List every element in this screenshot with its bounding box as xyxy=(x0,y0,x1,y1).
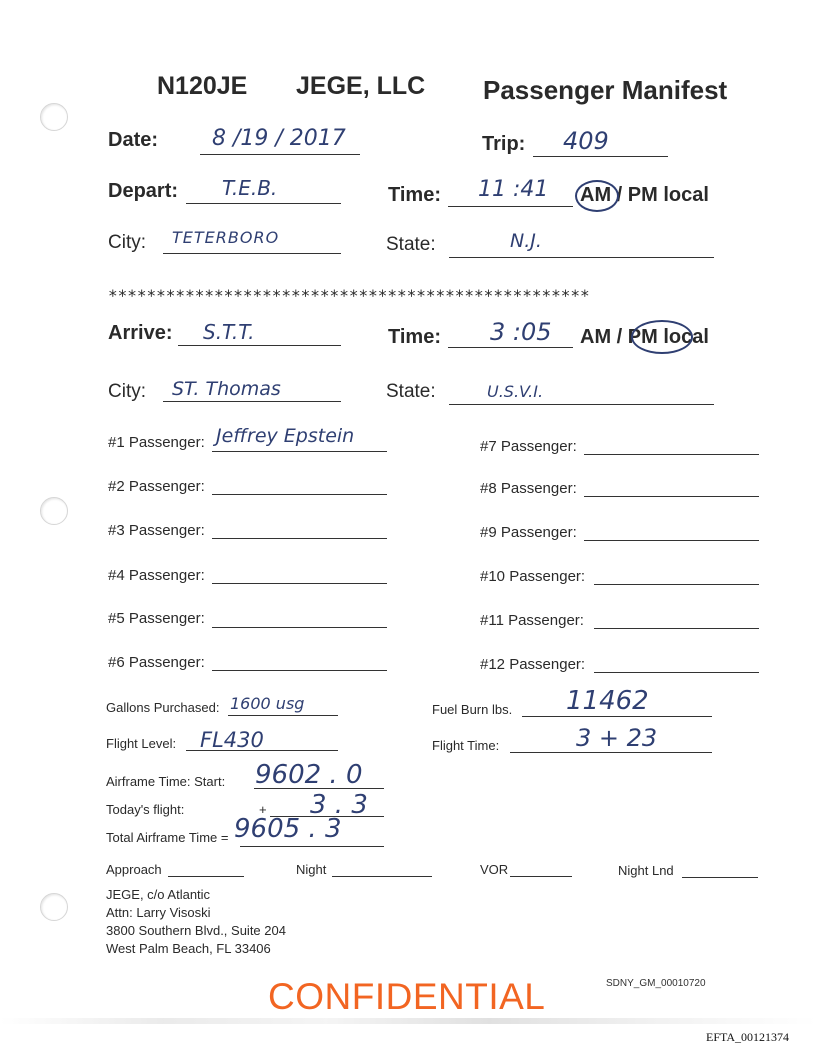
depart-state-line xyxy=(449,257,714,258)
trip-label: Trip: xyxy=(482,133,526,155)
total-airframe-label: Total Airframe Time = xyxy=(106,830,229,845)
vor-line xyxy=(510,876,572,877)
passenger-7-line xyxy=(584,454,759,455)
tail-number: N120JE xyxy=(157,72,248,100)
passenger-3-label: #3 Passenger: xyxy=(108,522,205,539)
passenger-2-label: #2 Passenger: xyxy=(108,478,205,495)
date-line xyxy=(200,154,360,155)
depart-time-label: Time: xyxy=(388,184,441,206)
binder-hole-top xyxy=(40,103,68,131)
depart-city-value: TETERBORO xyxy=(172,228,280,247)
date-label: Date: xyxy=(108,129,159,151)
depart-city-label: City: xyxy=(108,232,146,253)
passenger-8-line xyxy=(584,496,759,497)
vor-label: VOR xyxy=(480,862,509,877)
passenger-11-line xyxy=(594,628,759,629)
arrive-time-suffix: AM / PM local xyxy=(580,326,709,348)
fuel-burn-value: 11462 xyxy=(566,686,649,716)
scan-edge-band xyxy=(0,1018,816,1024)
arrive-state-value: U.S.V.I. xyxy=(487,382,544,401)
depart-label: Depart: xyxy=(108,180,179,202)
passenger-5-line xyxy=(212,627,387,628)
depart-line xyxy=(186,203,341,204)
night-lnd-label: Night Lnd xyxy=(618,863,674,878)
approach-label: Approach xyxy=(106,862,162,877)
flight-level-value: FL430 xyxy=(200,728,264,752)
passenger-1-value: Jeffrey Epstein xyxy=(216,425,355,447)
night-label: Night xyxy=(296,862,327,877)
arrive-state-line xyxy=(449,404,714,405)
depart-time-value: 11 :41 xyxy=(478,177,549,202)
flight-time-value: 3 + 23 xyxy=(576,724,658,752)
gallons-line xyxy=(228,715,338,716)
binder-hole-middle xyxy=(40,497,68,525)
depart-city-line xyxy=(163,253,341,254)
confidential-stamp: CONFIDENTIAL xyxy=(268,976,546,1017)
arrive-city-line xyxy=(163,401,341,402)
company-name: JEGE, LLC xyxy=(296,72,426,100)
am-circle-mark xyxy=(575,180,619,212)
passenger-1-line xyxy=(212,451,387,452)
address-line-4: West Palm Beach, FL 33406 xyxy=(106,941,271,956)
depart-value: T.E.B. xyxy=(222,176,278,200)
pm-circle-mark xyxy=(631,320,693,354)
passenger-9-label: #9 Passenger: xyxy=(480,524,577,541)
gallons-label: Gallons Purchased: xyxy=(106,700,220,715)
passenger-4-label: #4 Passenger: xyxy=(108,567,205,584)
airframe-start-value: 9602 . 0 xyxy=(255,760,363,790)
flight-level-label: Flight Level: xyxy=(106,736,177,751)
night-line xyxy=(332,876,432,877)
depart-state-value: N.J. xyxy=(510,230,542,252)
night-lnd-line xyxy=(682,877,758,878)
arrive-time-label: Time: xyxy=(388,326,441,348)
airframe-start-label: Airframe Time: Start: xyxy=(106,774,226,789)
passenger-6-line xyxy=(212,670,387,671)
total-airframe-line xyxy=(240,846,384,847)
arrive-value: S.T.T. xyxy=(203,320,255,344)
passenger-9-line xyxy=(584,540,759,541)
passenger-4-line xyxy=(212,583,387,584)
passenger-12-label: #12 Passenger: xyxy=(480,656,586,673)
todays-flight-plus: + xyxy=(259,802,267,817)
page-title: Passenger Manifest xyxy=(483,75,728,105)
arrive-label: Arrive: xyxy=(108,322,173,344)
arrive-state-label: State: xyxy=(386,381,436,402)
gallons-value: 1600 usg xyxy=(230,694,305,713)
address-line-1: JEGE, c/o Atlantic xyxy=(106,887,211,902)
bates-number: EFTA_00121374 xyxy=(706,1030,790,1044)
arrive-time-value: 3 :05 xyxy=(490,318,552,346)
passenger-10-label: #10 Passenger: xyxy=(480,568,586,585)
trip-line xyxy=(533,156,668,157)
depart-time-line xyxy=(448,206,573,207)
todays-flight-value: 3 . 3 xyxy=(310,790,368,820)
approach-line xyxy=(168,876,244,877)
passenger-11-label: #11 Passenger: xyxy=(480,612,584,629)
total-airframe-value: 9605 . 3 xyxy=(234,814,342,844)
fuel-burn-line xyxy=(522,716,712,717)
passenger-1-label: #1 Passenger: xyxy=(108,434,205,451)
passenger-7-label: #7 Passenger: xyxy=(480,438,577,455)
fuel-burn-label: Fuel Burn lbs. xyxy=(432,702,513,717)
passenger-12-line xyxy=(594,672,759,673)
document-reference: SDNY_GM_00010720 xyxy=(606,978,706,989)
passenger-5-label: #5 Passenger: xyxy=(108,610,205,627)
depart-state-label: State: xyxy=(386,234,436,255)
trip-value: 409 xyxy=(563,127,609,155)
binder-hole-bottom xyxy=(40,893,68,921)
passenger-10-line xyxy=(594,584,759,585)
date-value: 8 /19 / 2017 xyxy=(212,126,346,151)
address-line-2: Attn: Larry Visoski xyxy=(106,905,211,920)
flight-time-label: Flight Time: xyxy=(432,738,500,753)
address-line-3: 3800 Southern Blvd., Suite 204 xyxy=(106,923,286,938)
passenger-2-line xyxy=(212,494,387,495)
arrive-line xyxy=(178,345,341,346)
flight-time-line xyxy=(510,752,712,753)
section-separator: ************************************************** xyxy=(108,286,590,305)
arrive-time-line xyxy=(448,347,573,348)
passenger-6-label: #6 Passenger: xyxy=(108,654,205,671)
passenger-3-line xyxy=(212,538,387,539)
arrive-city-value: ST. Thomas xyxy=(172,378,281,400)
passenger-8-label: #8 Passenger: xyxy=(480,480,577,497)
depart-time-suffix: AM / PM local xyxy=(580,184,709,206)
todays-flight-label: Today's flight: xyxy=(106,802,185,817)
arrive-city-label: City: xyxy=(108,381,146,402)
